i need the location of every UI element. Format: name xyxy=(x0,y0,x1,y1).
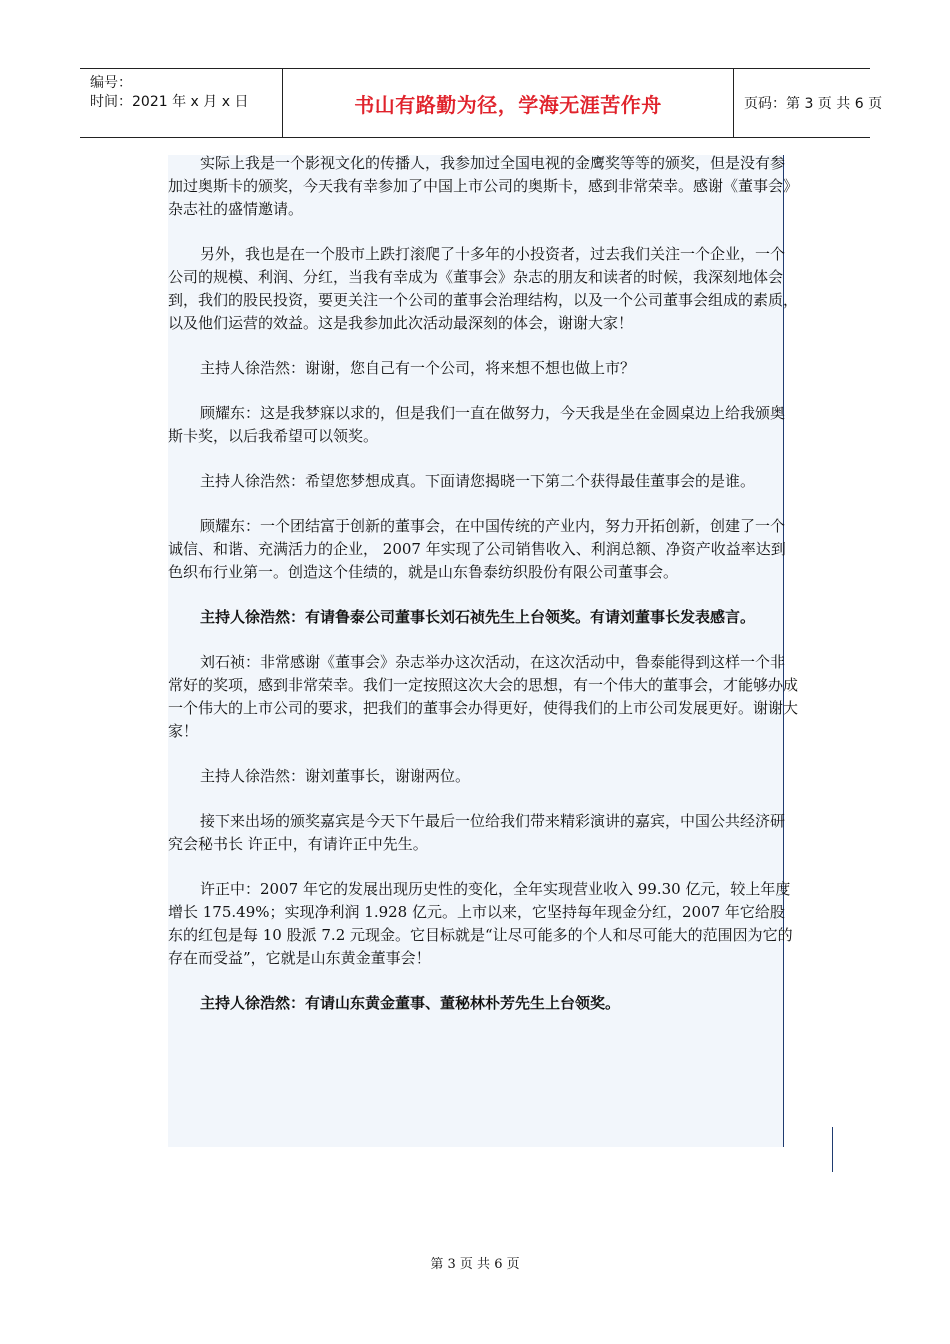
page-header xyxy=(80,68,883,138)
paragraph-6: 顾耀东：一个团结富于创新的董事会，在中国传统的产业内，努力开拓创新，创建了一个诚信、和谐、充满活力的企业， 2007 年实现了公司销售收入、利润总额、净资产收益率达到色织布行业第一。创造这个佳绩的，就是山东鲁泰纺织股份有限公司董事会。 xyxy=(168,517,786,581)
document-date-label: 时间：2021 年 x 月 x 日 xyxy=(90,94,249,110)
paragraph-9: 主持人徐浩然：谢刘董事长，谢谢两位。 xyxy=(200,767,471,785)
motto-text: 书山有路勤为径，学海无涯苦作舟 xyxy=(354,92,662,117)
header-page-cell xyxy=(734,69,883,137)
paragraph-2: 另外，我也是在一个股市上跌打滚爬了十多年的小投资者，过去我们关注一个企业，一个公司的规模、利润、分红，当我有幸成为《董事会》杂志的朋友和读者的时候，我深刻地体会到，我们的股民投资，要更关注一个公司的董事会治理结构，以及一个公司董事会组成的素质，以及他们运营的效益。这是我参加此次活动最深刻的体会，谢谢大家！ xyxy=(168,245,799,332)
document-body xyxy=(168,152,798,1037)
paragraph-11: 许正中：2007 年它的发展出现历史性的变化，全年实现营业收入 99.30 亿元，较上年度增长 175.49%；实现净利润 1.928 亿元。上市以来，它坚持每年现金分红，2007 年它给股东的红包是每 10 股派 7.2 元现金。它目标就是“让尽可能多的个人和尽可能大的范围因为它的存在而受益”，它就是山东黄金董事会！ xyxy=(168,880,793,967)
paragraph-8: 刘石祯：非常感谢《董事会》杂志举办这次活动，在这次活动中，鲁泰能得到这样一个非常好的奖项，感到非常荣幸。我们一定按照这次大会的思想，有一个伟大的董事会，才能够办成一个伟大的上市公司的要求，把我们的董事会办得更好，使得我们的上市公司发展更好。谢谢大家！ xyxy=(168,653,799,740)
paragraph-7: 主持人徐浩然：有请鲁泰公司董事长刘石祯先生上台领奖。有请刘董事长发表感言。 xyxy=(200,608,756,626)
document-number-label: 编号： xyxy=(90,75,132,91)
paragraph-1: 实际上我是一个影视文化的传播人，我参加过全国电视的金鹰奖等等的颁奖，但是没有参加过奥斯卡的颁奖，今天我有幸参加了中国上市公司的奥斯卡，感到非常荣幸。感谢《董事会》杂志社的盛情邀请。 xyxy=(168,154,799,218)
page-footer xyxy=(0,1253,950,1272)
paragraph-3: 主持人徐浩然：谢谢，您自己有一个公司，将来想不想也做上市？ xyxy=(200,359,636,377)
paragraph-4: 顾耀东：这是我梦寐以求的，但是我们一直在做努力，今天我是坐在金圆桌边上给我颁奥斯卡奖，以后我希望可以领奖。 xyxy=(168,404,786,445)
footer-page-number: 第 3 页 共 6 页 xyxy=(430,1257,520,1272)
header-motto-cell xyxy=(282,69,734,137)
panel-corner-line xyxy=(832,1127,833,1172)
paragraph-10: 接下来出场的颁奖嘉宾是今天下午最后一位给我们带来精彩演讲的嘉宾，中国公共经济研究会秘书长 许正中，有请许正中先生。 xyxy=(168,812,786,853)
paragraph-12: 主持人徐浩然：有请山东黄金董事、董秘林朴芳先生上台领奖。 xyxy=(200,994,621,1012)
header-info-cell xyxy=(80,69,282,137)
paragraph-5: 主持人徐浩然：希望您梦想成真。下面请您揭晓一下第二个获得最佳董事会的是谁。 xyxy=(200,472,756,490)
page-code-label: 页码：第 3 页 共 6 页 xyxy=(744,96,883,112)
